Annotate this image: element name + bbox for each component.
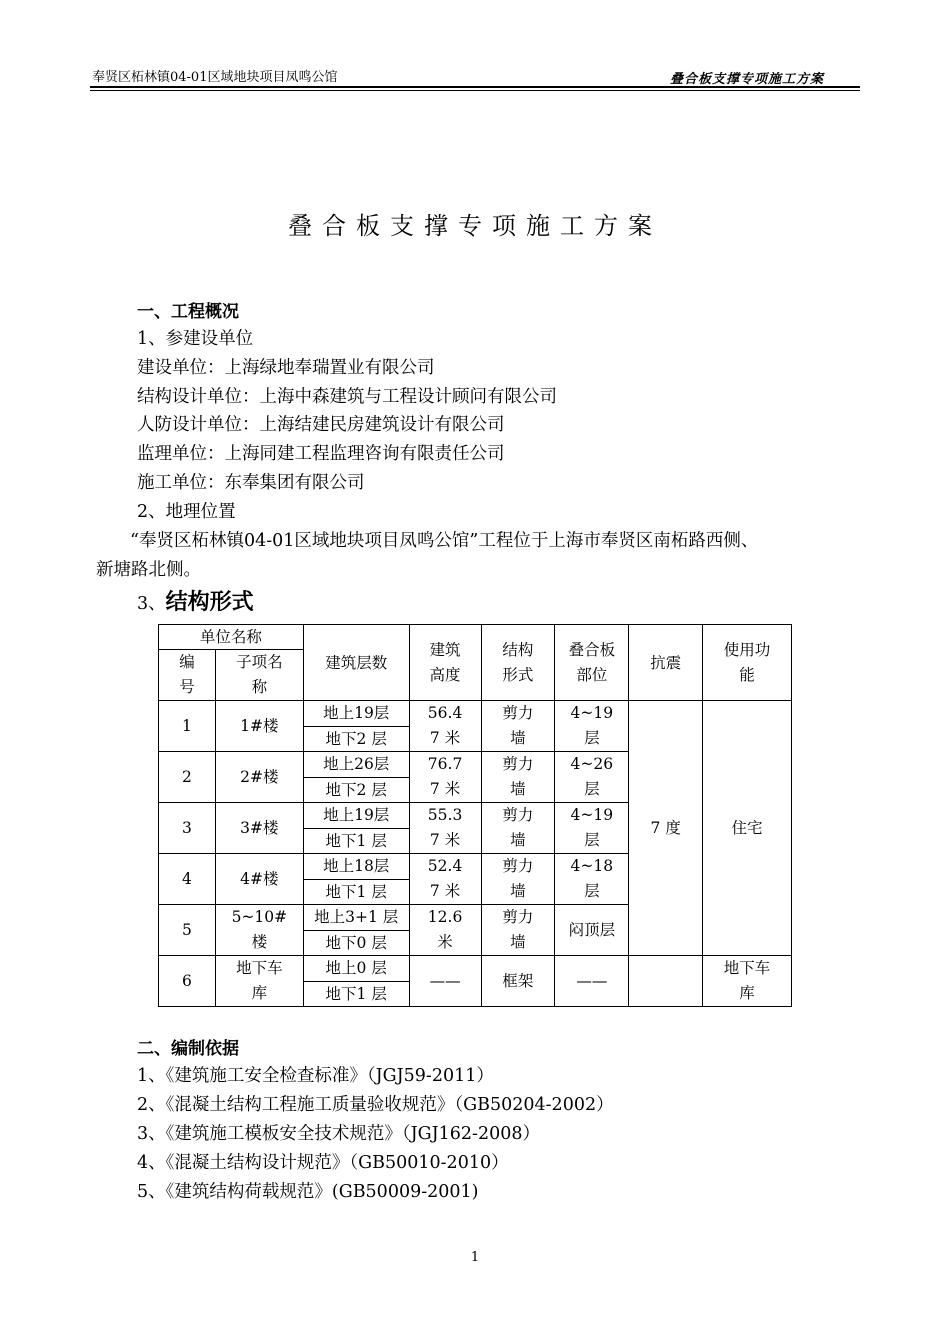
header-structure-l2: 形式	[502, 665, 534, 684]
cell-slab	[555, 854, 629, 905]
cell-below: 地下1 层	[303, 981, 409, 1007]
cell-height	[409, 905, 481, 956]
cell-below: 地下2 层	[303, 726, 409, 752]
location-text-line1: “奉贤区柘林镇04-01区域地块项目凤鸣公馆”工程位于上海市奉贤区南柘路西侧、	[130, 531, 759, 551]
cell-use-garage-l1: 地下车	[723, 959, 771, 977]
header-subitem	[215, 650, 303, 701]
cell-name-l2: 楼	[251, 933, 268, 951]
cell-height	[409, 803, 481, 854]
header-subitem-l1: 子项名	[236, 653, 283, 671]
page-header-left: 奉贤区柘林镇04-01区域地块项目凤鸣公馆	[92, 70, 338, 85]
cell-no: 3	[159, 803, 216, 854]
cell-no: 6	[159, 956, 216, 1007]
cell-slab-l2: 层	[584, 831, 600, 849]
cell-use-residential: 住宅	[703, 701, 792, 956]
cell-no: 5	[159, 905, 216, 956]
cell-structure-l1: 剪力	[502, 755, 534, 773]
header-subitem-l2: 称	[251, 678, 268, 696]
cell-height-l2: 7 米	[429, 780, 461, 798]
cell-structure-l2: 墙	[510, 882, 526, 900]
cell-slab-l2: 层	[584, 729, 600, 747]
cell-slab-l2: 层	[584, 780, 600, 798]
cell-above: 地上3+1 层	[303, 905, 409, 931]
cell-name-l2: 库	[251, 984, 268, 1002]
reference-item-3: 3、《建筑施工模板安全技术规范》（JGJ162-2008）	[137, 1124, 540, 1144]
cell-above: 地上18层	[303, 854, 409, 880]
cell-name: 4#楼	[215, 854, 303, 905]
cell-above: 地上19层	[303, 803, 409, 829]
cell-structure	[481, 854, 555, 905]
cell-name: 2#楼	[215, 752, 303, 803]
cell-name: 1#楼	[215, 701, 303, 752]
cell-structure	[481, 752, 555, 803]
reference-item-4: 4、《混凝土结构设计规范》（GB50010-2010）	[137, 1153, 509, 1173]
header-use	[703, 625, 792, 701]
unit-construction: 建设单位：上海绿地奉瑞置业有限公司	[137, 358, 435, 378]
unit-structural-design: 结构设计单位：上海中森建筑与工程设计顾问有限公司	[137, 387, 557, 407]
cell-name: 3#楼	[215, 803, 303, 854]
cell-height-l2: 7 米	[429, 729, 461, 747]
cell-slab	[555, 701, 629, 752]
cell-height-l2: 7 米	[429, 831, 461, 849]
cell-slab-l2: 层	[584, 882, 600, 900]
cell-slab: ——	[555, 956, 629, 1007]
unit-supervision: 监理单位：上海同建工程监理咨询有限责任公司	[137, 444, 505, 464]
reference-item-2: 2、《混凝土结构工程施工质量验收规范》（GB50204-2002）	[137, 1095, 614, 1115]
cell-slab-l1: 4~19	[570, 806, 614, 824]
cell-structure-l2: 墙	[510, 729, 526, 747]
page-header-right: 叠合板支撑专项施工方案	[669, 72, 824, 87]
cell-below: 地下1 层	[303, 879, 409, 905]
cell-height	[409, 854, 481, 905]
cell-use-garage	[703, 956, 792, 1007]
header-floors: 建筑层数	[303, 625, 409, 701]
cell-structure	[481, 701, 555, 752]
header-no-l2: 号	[179, 678, 195, 696]
cell-height	[409, 752, 481, 803]
cell-name	[215, 905, 303, 956]
cell-no: 1	[159, 701, 216, 752]
cell-height: ——	[409, 956, 481, 1007]
reference-item-5: 5、《建筑结构荷载规范》(GB50009-2001)	[137, 1182, 479, 1202]
cell-structure-l1: 剪力	[502, 857, 534, 875]
header-slab-l1: 叠合板	[568, 640, 616, 659]
page-number: 1	[470, 1250, 480, 1265]
header-slab	[555, 625, 629, 701]
header-use-l1: 使用功	[723, 640, 771, 659]
cell-height-l1: 52.4	[427, 857, 463, 875]
cell-seismic-empty	[629, 956, 703, 1007]
header-height	[409, 625, 481, 701]
structure-table	[158, 624, 792, 1007]
cell-height	[409, 701, 481, 752]
cell-name-l1: 5~10#	[231, 908, 288, 926]
header-rule	[90, 86, 860, 91]
cell-structure-l2: 墙	[510, 831, 526, 849]
header-structure-l1: 结构	[502, 640, 534, 659]
header-no-l1: 编	[179, 653, 195, 671]
subsection-participants: 1、参建设单位	[137, 329, 254, 349]
cell-name	[215, 956, 303, 1007]
cell-name-l1: 地下车	[236, 959, 283, 977]
section-2-heading: 二、编制依据	[137, 1039, 239, 1059]
subsection-structure-title: 结构形式	[165, 590, 254, 615]
cell-slab-l1: 4~18	[570, 857, 614, 875]
section-1-heading: 一、工程概况	[137, 302, 239, 322]
cell-height-l1: 55.3	[427, 806, 463, 824]
cell-structure-l1: 剪力	[502, 806, 534, 824]
reference-item-1: 1、《建筑施工安全检查标准》（JGJ59-2011）	[137, 1066, 494, 1086]
header-slab-l2: 部位	[576, 665, 608, 684]
subsection-structure	[137, 585, 254, 616]
header-height-l2: 高度	[429, 665, 461, 684]
cell-slab: 闷顶层	[555, 905, 629, 956]
cell-structure-l2: 墙	[510, 933, 526, 951]
cell-slab	[555, 803, 629, 854]
unit-contractor: 施工单位：东奉集团有限公司	[137, 473, 365, 493]
unit-civil-defense-design: 人防设计单位：上海结建民房建筑设计有限公司	[137, 415, 505, 435]
cell-height-l2: 米	[437, 933, 453, 951]
cell-below: 地下0 层	[303, 930, 409, 956]
cell-slab-l1: 4~26	[570, 755, 614, 773]
cell-height-l1: 12.6	[427, 908, 463, 926]
cell-above: 地上0 层	[303, 956, 409, 982]
document-title: 叠合板支撑专项施工方案	[288, 212, 662, 240]
cell-below: 地下1 层	[303, 828, 409, 854]
cell-structure-l1: 剪力	[502, 908, 534, 926]
cell-above: 地上19层	[303, 701, 409, 727]
location-text-line2: 新塘路北侧。	[96, 560, 201, 580]
cell-use-garage-l2: 库	[739, 984, 755, 1002]
header-unit-name: 单位名称	[159, 625, 304, 650]
header-height-l1: 建筑	[429, 640, 461, 659]
cell-structure: 框架	[481, 956, 555, 1007]
cell-structure-l2: 墙	[510, 780, 526, 798]
header-structure	[481, 625, 555, 701]
subsection-location: 2、地理位置	[137, 502, 236, 522]
cell-slab-l1: 4~19	[570, 704, 614, 722]
table-row	[159, 701, 792, 727]
header-use-l2: 能	[739, 665, 755, 684]
cell-height-l2: 7 米	[429, 882, 461, 900]
cell-slab	[555, 752, 629, 803]
cell-structure	[481, 905, 555, 956]
cell-height-l1: 56.4	[427, 704, 463, 722]
subsection-structure-number: 3、	[137, 594, 166, 614]
cell-height-l1: 76.7	[427, 755, 463, 773]
cell-structure	[481, 803, 555, 854]
table-header-row-1	[159, 625, 792, 650]
header-no	[159, 650, 216, 701]
cell-seismic: 7 度	[629, 701, 703, 956]
table-row	[159, 956, 792, 982]
cell-below: 地下2 层	[303, 777, 409, 803]
cell-above: 地上26层	[303, 752, 409, 778]
cell-no: 2	[159, 752, 216, 803]
header-seismic: 抗震	[629, 625, 703, 701]
cell-structure-l1: 剪力	[502, 704, 534, 722]
cell-no: 4	[159, 854, 216, 905]
